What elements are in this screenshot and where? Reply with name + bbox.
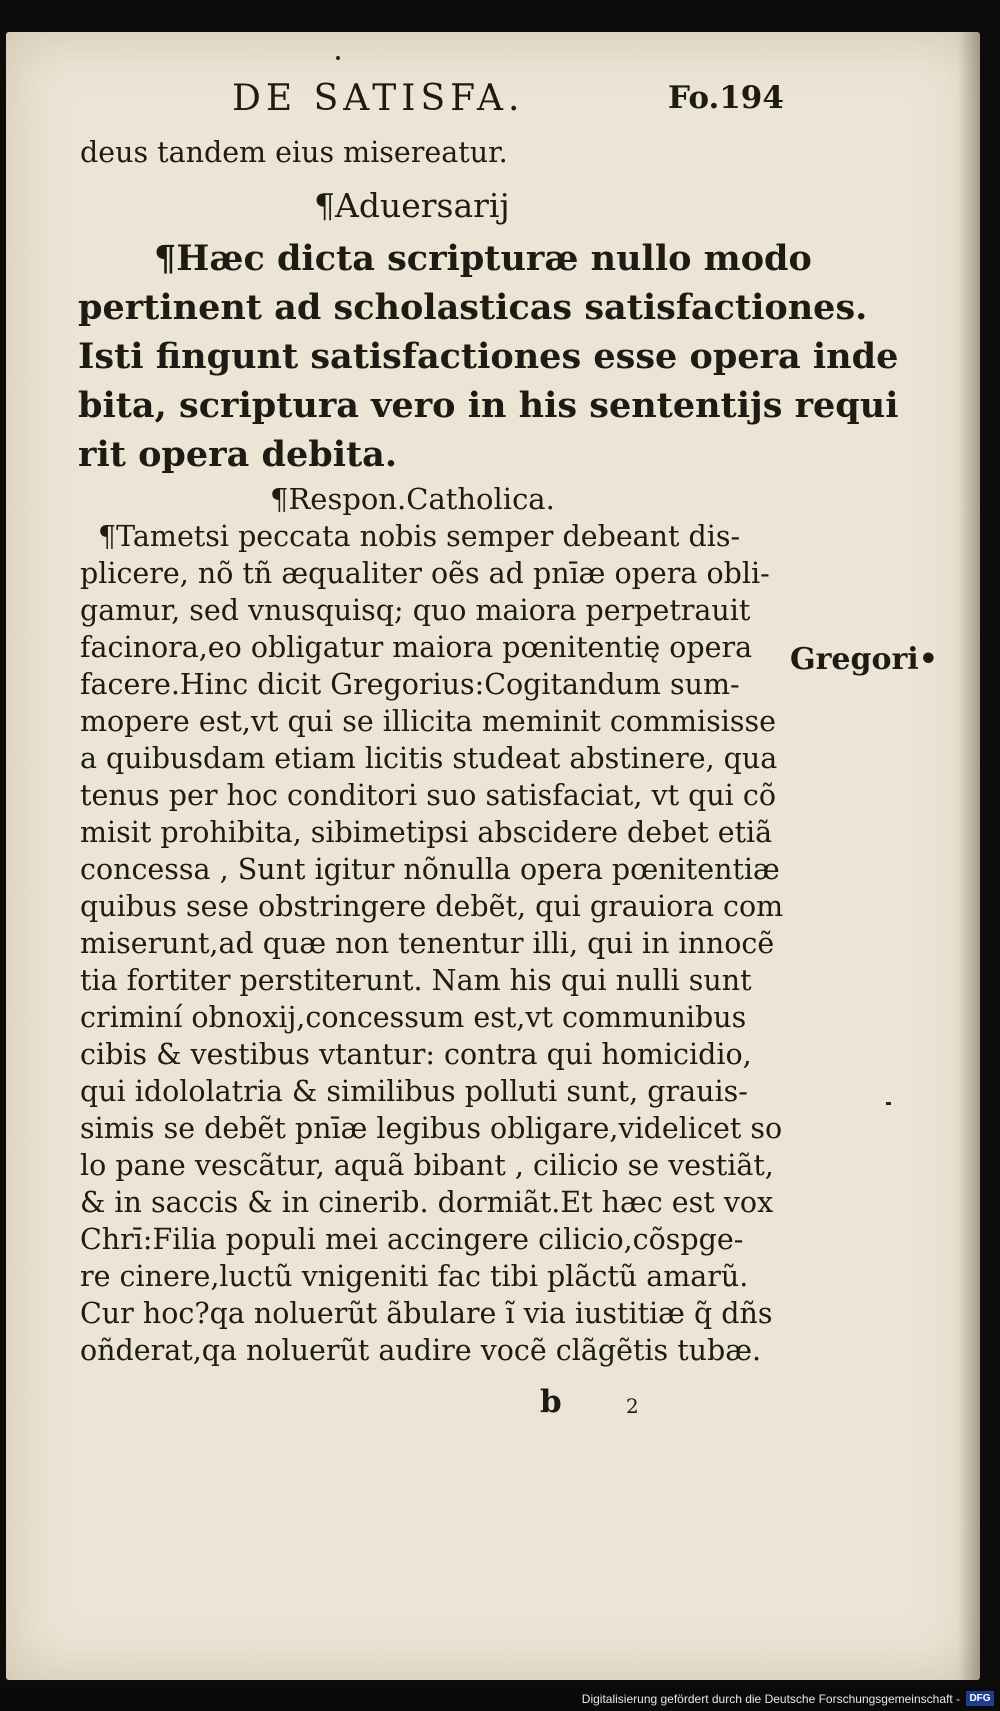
text-line: Chrī:Filia populi mei accingere cilicio,cõspge- (80, 1223, 744, 1256)
text-line: & in saccis & in cinerib. dormiãt.Et hæc est vox (80, 1186, 774, 1219)
text-line: deus tandem eius misereatur. (80, 136, 508, 169)
folio-number: Fo.194 (668, 80, 784, 116)
text-line: criminí obnoxij,concessum est,vt communibus (80, 1001, 747, 1034)
signature-mark: b (540, 1384, 562, 1420)
text-line: rit opera debita. (78, 434, 398, 475)
text-line: pertinent ad scholasticas satisfactiones. (78, 287, 868, 328)
text-line: ¶Tametsi peccata nobis semper debeant dis- (98, 520, 741, 553)
text-line: ¶Hæc dicta scripturæ nullo modo (154, 238, 812, 279)
text-line: facere.Hinc dicit Gregorius:Cogitandum sum- (80, 668, 740, 701)
text-line: a quibusdam etiam licitis studeat abstinere, qua (80, 742, 778, 775)
text-line: quibus sese obstringere debẽt, qui grauiora com (80, 890, 784, 923)
signature-number: 2 (626, 1394, 639, 1418)
text-line: plicere, nõ tñ æqualiter oẽs ad pnīæ opera obli- (80, 557, 770, 590)
dfg-logo: DFG (966, 1691, 994, 1706)
text-line: Cur hoc?qa noluerũt ãbulare ĩ via iustitiæ q̃ dñs (80, 1297, 773, 1330)
text-line: re cinere,luctũ vnigeniti fac tibi plãctũ amarũ. (80, 1260, 749, 1293)
text-line: misit prohibita, sibimetipsi abscidere debet etiã (80, 816, 773, 849)
margin-note: Gregori• (790, 642, 938, 677)
text-line: oñderat,qa noluerũt audire vocẽ clãgẽtis tubæ. (80, 1334, 762, 1367)
text-line: miserunt,ad quæ non tenentur illi, qui in innocẽ (80, 927, 775, 960)
text-line: simis se debẽt pnīæ legibus obligare,videlicet so (80, 1112, 783, 1145)
text-line: qui idololatria & similibus polluti sunt, grauis- (80, 1075, 748, 1108)
text-line: cibis & vestibus vtantur: contra qui homicidio, (80, 1038, 752, 1071)
text-line: lo pane vescãtur, aquã bibant , cilicio se vestiãt, (80, 1149, 774, 1182)
text-line: mopere est,vt qui se illicita meminit commisisse (80, 705, 776, 738)
ink-speck (886, 1102, 891, 1105)
running-head: DE SATISFA. (232, 78, 525, 119)
text-line: bita, scriptura vero in his sententijs requi (78, 385, 899, 426)
text-line: concessa , Sunt igitur nõnulla opera pœnitentiæ (80, 853, 780, 886)
text-line: tia fortiter perstiterunt. Nam his qui nulli sunt (80, 964, 752, 997)
text-line: Isti fingunt satisfactiones esse opera inde (78, 336, 899, 377)
section-heading: ¶Respon.Catholica. (270, 482, 555, 516)
text-line: facinora,eo obligatur maiora pœnitentię opera (80, 631, 753, 664)
funding-credit: Digitalisierung gefördert durch die Deutsche Forschungsgemeinschaft - (581, 1692, 960, 1706)
section-heading: ¶Aduersarij (314, 186, 510, 225)
text-line: gamur, sed vnusquisq; quo maiora perpetrauit (80, 594, 751, 627)
ink-speck (336, 56, 340, 60)
digitization-footer (0, 1688, 1000, 1711)
text-line: tenus per hoc conditori suo satisfaciat, vt qui cõ (80, 779, 776, 812)
